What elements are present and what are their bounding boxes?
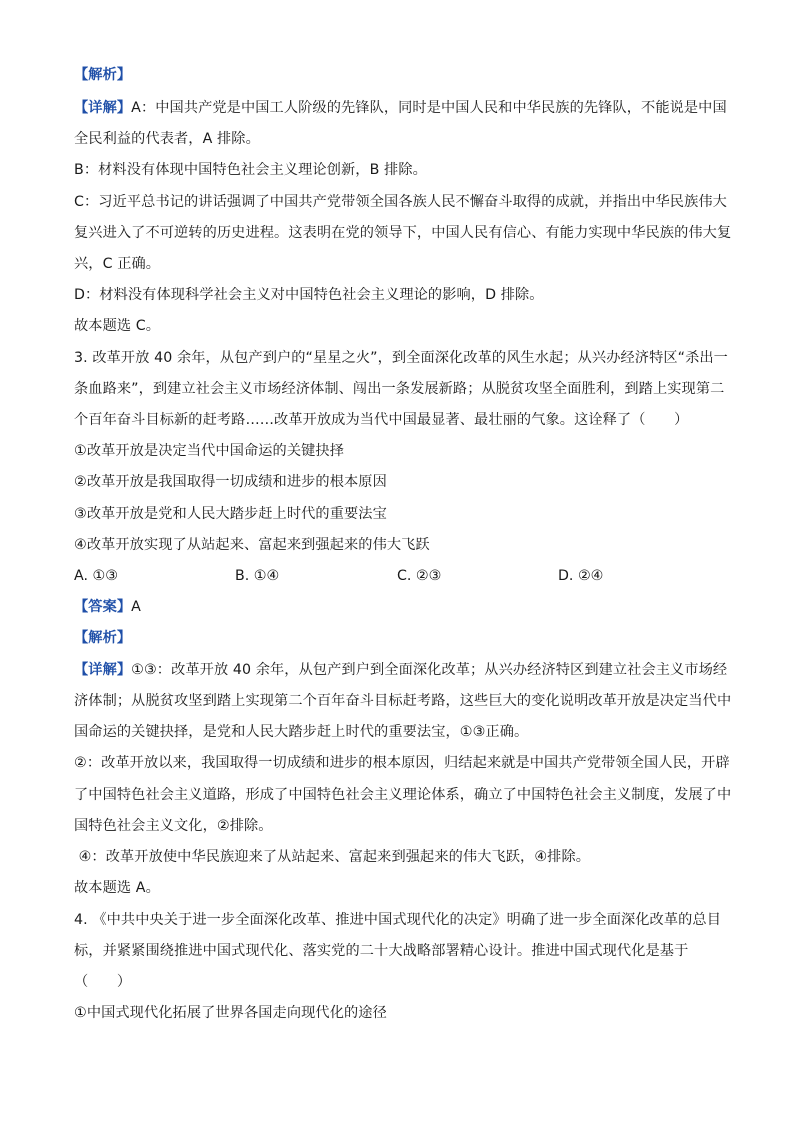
explanation-line: C：习近平总书记的讲话强调了中国共产党带领全国各族人民不懈奋斗取得的成就，并指出中华民族伟大 — [74, 194, 727, 210]
question-stem: 3. 改革开放 40 余年，从包产到户的“星星之火”，到全面深化改革的风生水起；从兴办经济特区“杀出一 — [74, 350, 728, 366]
option-c: C. ②③ — [397, 568, 442, 584]
question-stem: 条血路来”，到建立社会主义市场经济体制、闯出一条发展新路；从脱贫攻坚全面胜利，到踏上实现第二 — [74, 381, 725, 397]
explanation-line: 了中国特色社会主义道路，形成了中国特色社会主义理论体系，确立了中国特色社会主义制度，发展了中 — [74, 787, 732, 803]
statement-item: ③改革开放是党和人民大踏步赶上时代的重要法宝 — [74, 506, 387, 522]
statement-item: ①中国式现代化拓展了世界各国走向现代化的途径 — [74, 1005, 387, 1021]
option-a: A. ①③ — [74, 568, 118, 584]
explanation-line: 【详解】A：中国共产党是中国工人阶级的先锋队，同时是中国人民和中华民族的先锋队，不能说是中国 — [74, 100, 727, 116]
statement-item: ②改革开放是我国取得一切成绩和进步的根本原因 — [74, 474, 387, 490]
explanation-line: 复兴进入了不可逆转的历史进程。这表明在党的领导下，中国人民有信心、有能力实现中华民族的伟大复 — [74, 225, 732, 241]
answer-value: A — [131, 599, 141, 615]
explanation-line: D：材料没有体现科学社会主义对中国特色社会主义理论的影响，D 排除。 — [74, 287, 544, 303]
explanation-line: 国命运的关键抉择，是党和人民大踏步赶上时代的重要法宝，①③正确。 — [74, 724, 529, 740]
detail-tag: 【详解】 — [74, 100, 132, 116]
question-stem: 标，并紧紧围绕推进中国式现代化、落实党的二十大战略部署精心设计。推进中国式现代化是基于 — [74, 943, 689, 959]
statement-item: ①改革开放是决定当代中国命运的关键抉择 — [74, 443, 344, 459]
analysis-tag: 【解析】 — [74, 630, 132, 646]
explanation-line: B：材料没有体现中国特色社会主义理论创新，B 排除。 — [74, 162, 427, 178]
explanation-line: ④：改革开放使中华民族迎来了从站起来、富起来到强起来的伟大飞跃，④排除。 — [74, 849, 591, 865]
answer-tag: 【答案】 — [74, 599, 132, 615]
explanation-line: 全民利益的代表者，A 排除。 — [74, 131, 260, 147]
explanation-line: 兴，C 正确。 — [74, 256, 161, 272]
statement-item: ④改革开放实现了从站起来、富起来到强起来的伟大飞跃 — [74, 537, 430, 553]
explanation-line: 【详解】①③：改革开放 40 余年，从包产到户到全面深化改革；从兴办经济特区到建立社会主义市场经 — [74, 662, 728, 678]
question-stem: 个百年奋斗目标新的赶考路……改革开放成为当代中国最显著、最壮丽的气象。这诠释了（ ） — [74, 412, 689, 428]
option-b: B. ①④ — [235, 568, 280, 584]
question-stem: 4. 《中共中央关于进一步全面深化改革、推进中国式现代化的决定》明确了进一步全面深化改革的总目 — [74, 912, 721, 928]
option-d: D. ②④ — [558, 568, 604, 584]
answer-line — [74, 597, 141, 617]
explanation-line: 国特色社会主义文化，②排除。 — [74, 818, 273, 834]
detail-tag: 【详解】 — [74, 662, 132, 678]
explanation-line: 济体制；从脱贫攻坚到踏上实现第二个百年奋斗目标赶考路，这些巨大的变化说明改革开放是决定当代中 — [74, 693, 732, 709]
analysis-tag: 【解析】 — [74, 67, 132, 83]
conclusion-line: 故本题选 A。 — [74, 880, 160, 896]
explanation-line: ②：改革开放以来，我国取得一切成绩和进步的根本原因，归结起来就是中国共产党带领全国人民，开辟 — [74, 755, 730, 771]
question-stem: （ ） — [74, 974, 132, 990]
conclusion-line: 故本题选 C。 — [74, 318, 161, 334]
